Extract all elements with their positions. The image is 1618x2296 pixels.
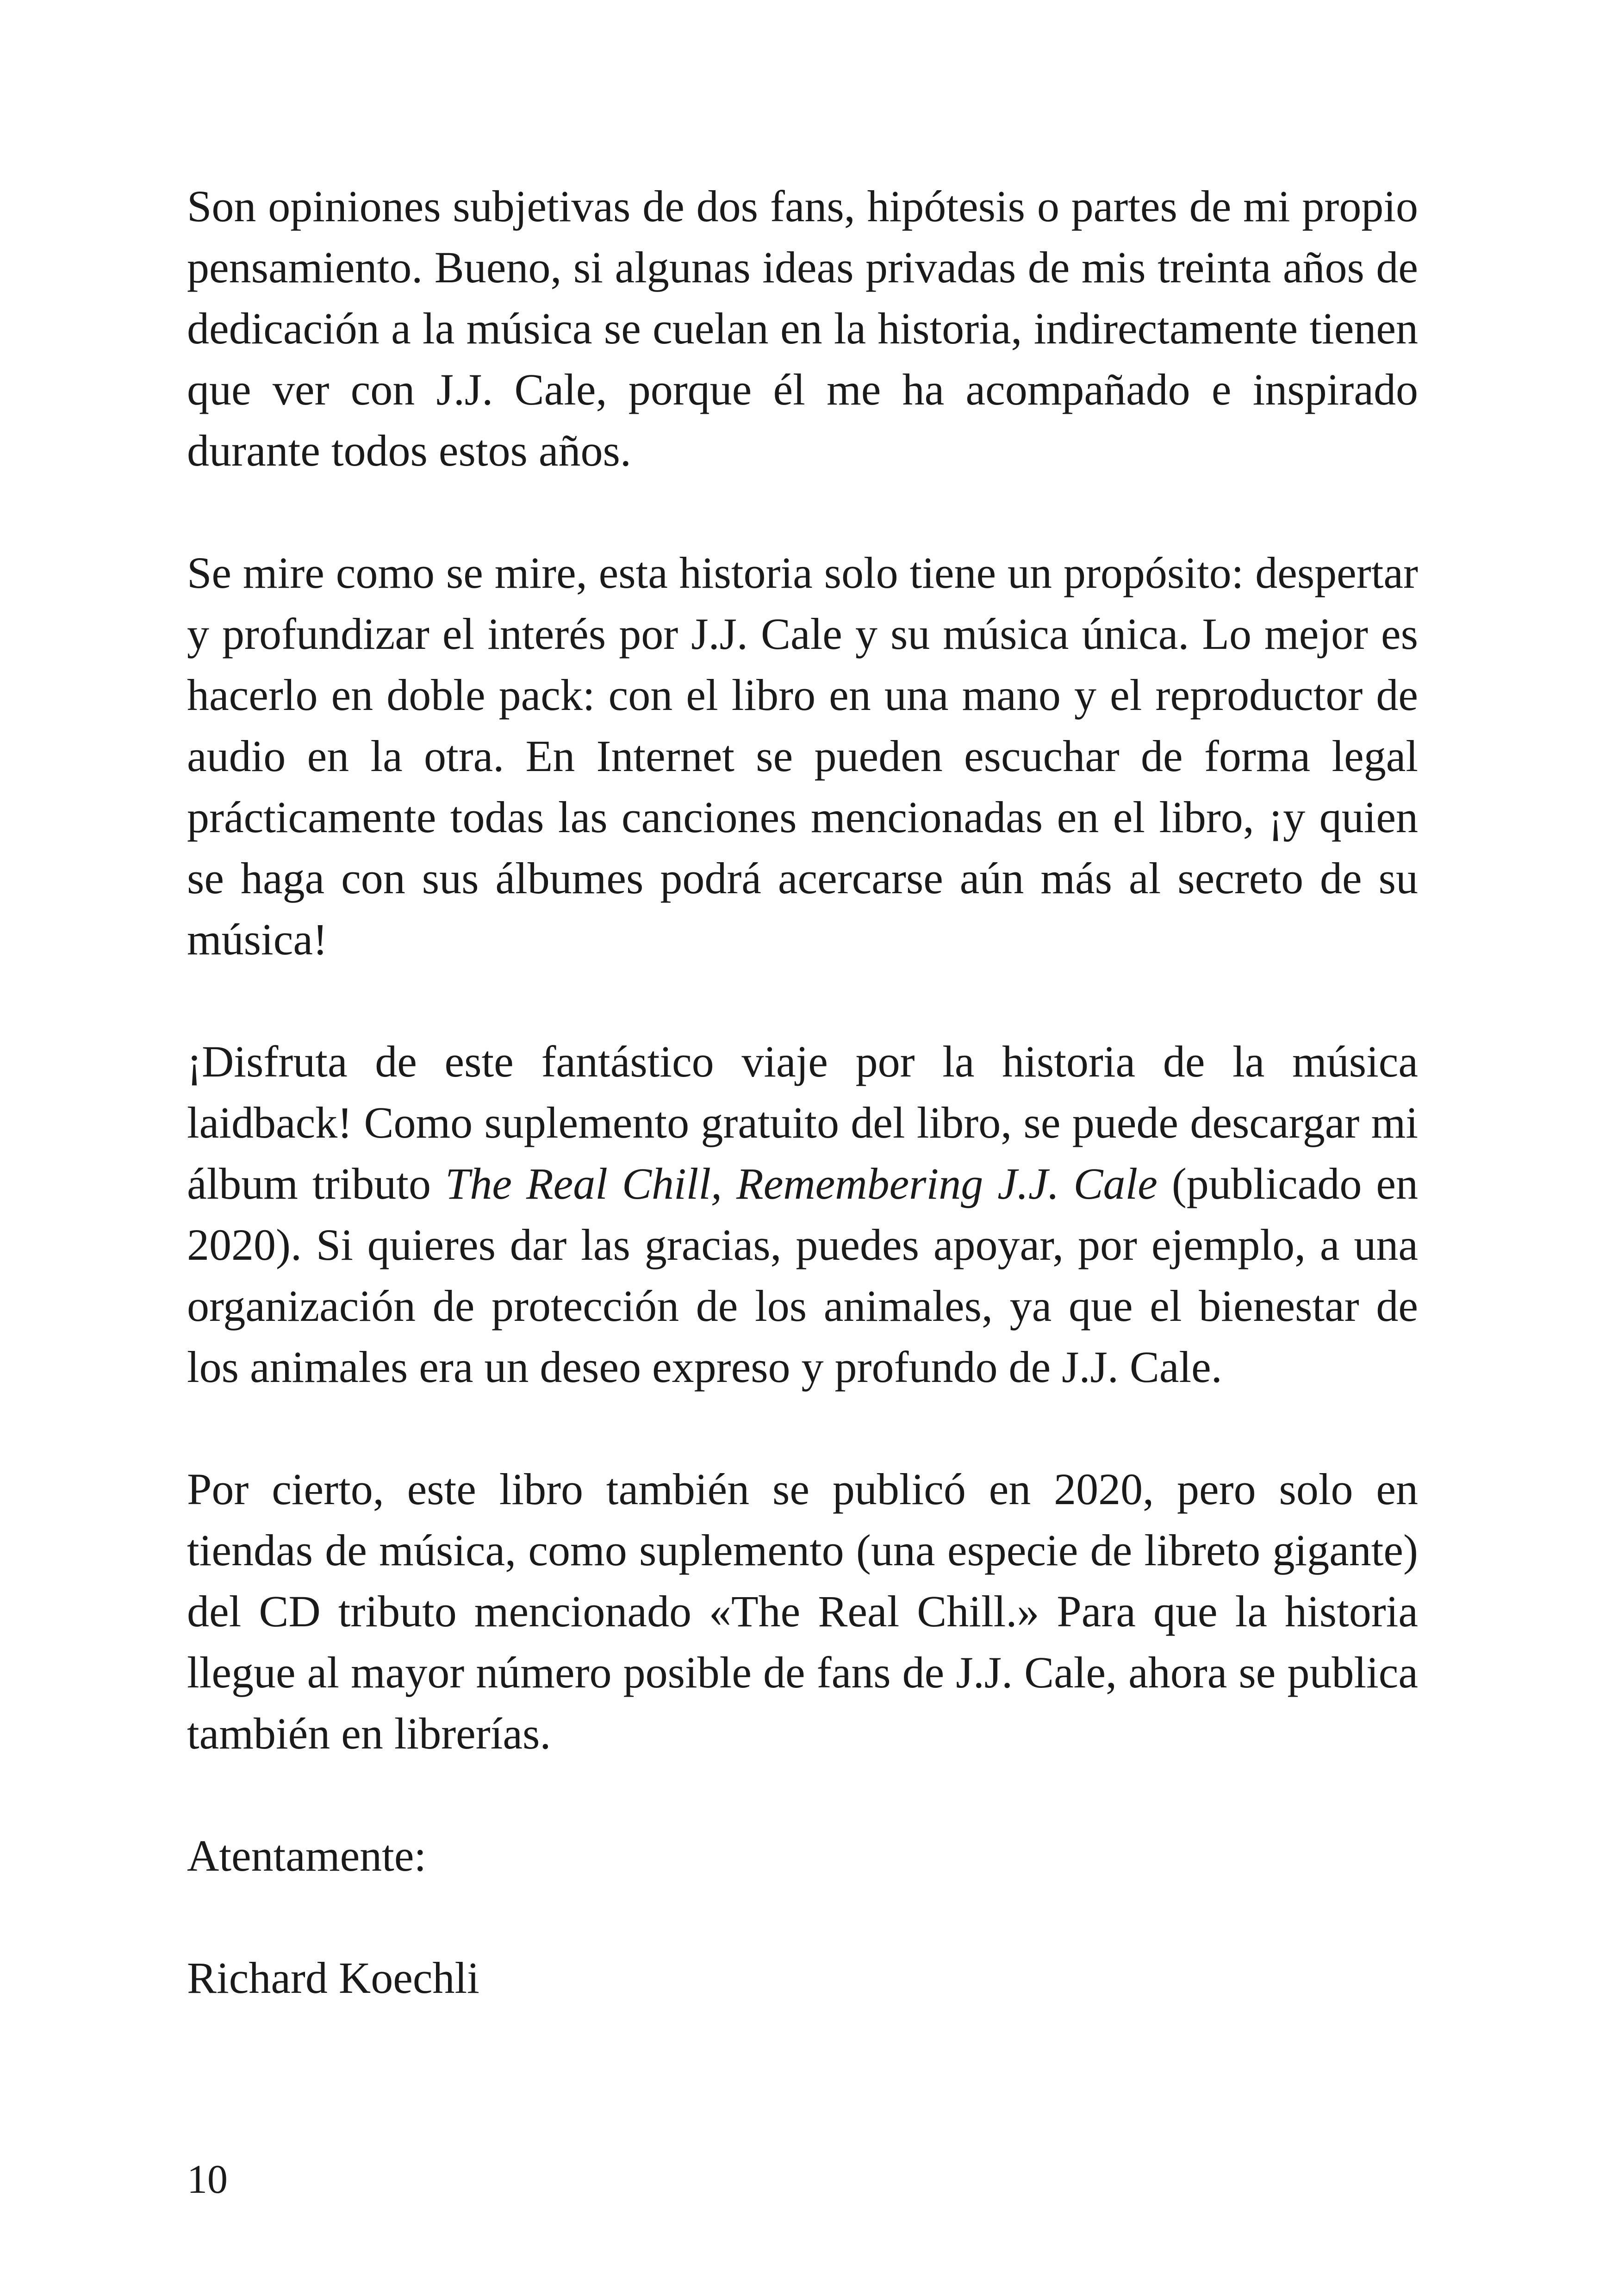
- paragraph-enjoy-text-after: (publicado en 2020). Si quieres dar las gracias, puedes apoyar, por ejemplo, a una organización de protección de los animales, ya que el bienestar de los animales era un deseo expreso y profundo de J.J. Cale.: [187, 1159, 1419, 1392]
- page-body: [187, 176, 1418, 2009]
- paragraph-opinions: Son opiniones subjetivas de dos fans, hipótesis o partes de mi propio pensamiento. Bueno, si algunas ideas privadas de mis treinta años de dedicación a la música se cuelan en la historia, indirectamente tienen que ver con J.J. Cale, porque él me ha acompañado e inspirado durante todos estos años.: [187, 181, 1418, 475]
- paragraph-enjoy: [187, 1031, 1418, 1398]
- paragraph-publication: Por cierto, este libro también se publicó en 2020, pero solo en tiendas de música, como suplemento (una especie de libreto gigante) del CD tributo mencionado «The Real Chill.» Para que la historia llegue al mayor número posible de fans de J.J. Cale, ahora se publica también en librerías.: [187, 1464, 1418, 1758]
- author-name: Richard Koechli: [187, 1953, 479, 2003]
- paragraph-purpose: Se mire como se mire, esta historia solo tiene un propósito: despertar y profundizar el interés por J.J. Cale y su música única. Lo mejor es hacerlo en doble pack: con el libro en una mano y el reproductor de audio en la otra. En Internet se pueden escuchar de forma legal prácticamente todas las canciones mencionadas en el libro, ¡y quien se haga con sus álbumes podrá acercarse aún más al secreto de su música!: [187, 548, 1418, 964]
- page-number: 10: [187, 2157, 228, 2202]
- album-title: The Real Chill, Remembering J.J. Cale: [445, 1159, 1157, 1208]
- closing-signoff: Atentamente:: [187, 1831, 427, 1880]
- paragraph-enjoy-text-before: ¡Disfruta de este fantástico viaje por la historia de la música laidback! Como suplemento gratuito del libro, se puede descargar mi álbum tributo: [187, 1037, 1418, 1208]
